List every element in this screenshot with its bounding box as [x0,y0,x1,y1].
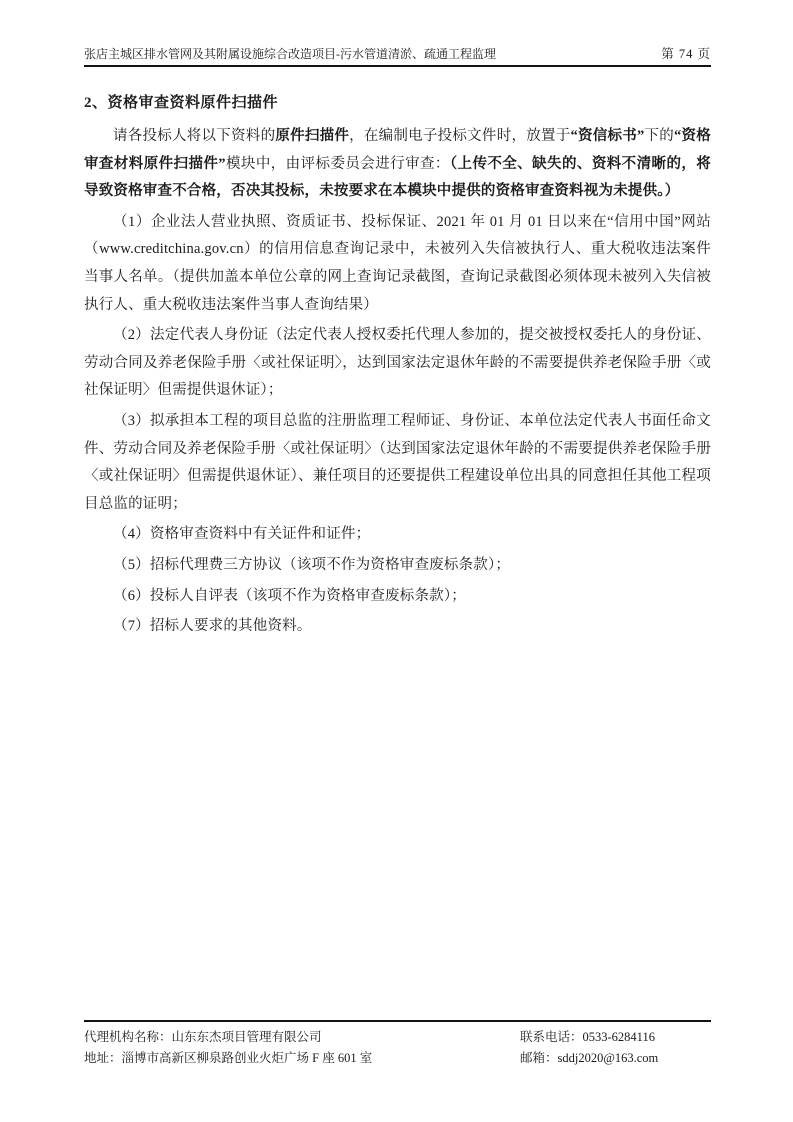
list-item-6: （6）投标人自评表（该项不作为资格审查废标条款）； [113,587,466,604]
list-item-4: （4）资格审查资料中有关证件和证件； [113,526,371,543]
intro-segment-bold: （上传不全、缺失的、资料不清晰的，将导致资格审查不合格，否决其投标，未按要求在本模块中提供的资格审查资料视为未提供。） [84,155,711,200]
footer-phone: 联系电话：0533-6284116 [520,1030,655,1044]
list-item-5: （5）招标代理费三方协议（该项不作为资格审查废标条款）； [113,556,511,573]
intro-segment: 下的 [644,128,675,144]
intro-segment: ，在编制电子投标文件时，放置于 [349,128,571,144]
intro-paragraph [84,123,711,206]
footer-agency-name: 代理机构名称：山东东杰项目管理有限公司 [84,1030,322,1044]
intro-segment-bold: “资信标书” [570,128,645,144]
page-header [84,46,711,67]
section-heading: 2、资格审查资料原件扫描件 [84,95,279,111]
header-page-number: 第 74 页 [661,47,711,61]
list-item-7: （7）招标人要求的其他资料。 [113,618,312,635]
intro-segment-bold: “资格审查材料原件扫描件” [84,128,712,172]
footer-row-2 [84,1048,711,1069]
intro-segment: 请各投标人将以下资料的 [113,128,276,144]
footer-row-1 [84,1027,711,1048]
page-footer [84,1020,711,1068]
footer-email: 邮箱：sddj2020@163.com [520,1050,659,1065]
intro-segment-bold: 原件扫描件 [275,128,350,144]
document-body [84,90,711,644]
intro-segment: 模块中，由评标委员会进行审查： [225,155,450,172]
list-item-2: （2）法定代表人身份证（法定代表人授权委托代理人参加的，提交被授权委托人的身份证、劳动合同及养老保险手册〈或社保证明〉，达到国家法定退休年龄的不需要提供养老保险手册〈或社保证明〉但需提供退休证）； [84,327,711,399]
footer-address: 地址：淄博市高新区柳泉路创业火炬广场 F 座 601 室 [84,1050,373,1065]
header-title: 张店主城区排水管网及其附属设施综合改造项目-污水管道清淤、疏通工程监理 [84,47,496,61]
list-item-1: （1）企业法人营业执照、资质证书、投标保证、2021 年 01 月 01 日以来在“信用中国”网站（www.creditchina.gov.cn）的信用信息查询记录中，未被列入失信被执行人、重大税收违法案件当事人名单。（提供加盖本单位公章的网上查询记录截图，查询记录截图必须体现未被列入失信被执行人、重大税收违法案件当事人查询结果） [84,213,711,313]
list-item-3: （3）拟承担本工程的项目总监的注册监理工程师证、身份证、本单位法定代表人书面任命文件、劳动合同及养老保险手册〈或社保证明〉（达到国家法定退休年龄的不需要提供养老保险手册〈或社保证明〉但需提供退休证）、兼任项目的还要提供工程建设单位出具的同意担任其他工程项目总监的证明； [84,412,711,512]
